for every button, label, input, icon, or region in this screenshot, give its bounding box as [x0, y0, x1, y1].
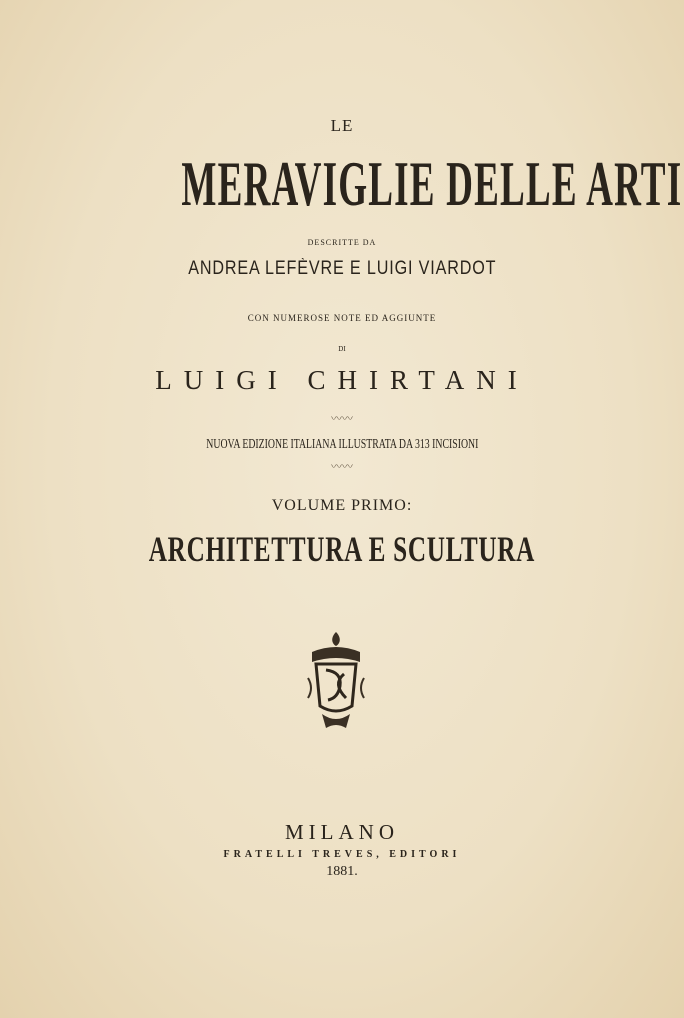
- city: MILANO: [285, 820, 399, 844]
- described-by: DESCRITTE DA: [307, 238, 377, 247]
- notes-line: CON NUMEROSE NOTE ED AGGIUNTE: [247, 313, 437, 323]
- authors: [0, 258, 684, 280]
- by-line: DI: [338, 345, 346, 353]
- publisher-emblem-icon: [302, 628, 370, 732]
- title-article: LE: [330, 116, 354, 135]
- publisher: FRATELLI TREVES, EDITORI: [223, 849, 461, 860]
- authors-text: ANDREA LEFÈVRE E LUIGI VIARDOT: [187, 258, 497, 279]
- ornament-divider: 〰〰: [331, 461, 353, 473]
- edition-line: [0, 437, 684, 453]
- publication-year: 1881.: [326, 864, 358, 879]
- editor-name: LUIGI CHIRTANI: [155, 365, 529, 395]
- volume-label: VOLUME PRIMO:: [271, 497, 413, 514]
- volume-subtitle: [0, 528, 684, 570]
- book-title-text: MERAVIGLIE DELLE ARTI: [181, 148, 683, 219]
- volume-subtitle-text: ARCHITETTURA E SCULTURA: [148, 529, 536, 569]
- ornament-divider: 〰〰: [331, 413, 353, 425]
- edition-text: NUOVA EDIZIONE ITALIANA ILLUSTRATA DA 313 INCISIONI: [205, 437, 479, 452]
- book-title: [0, 148, 684, 220]
